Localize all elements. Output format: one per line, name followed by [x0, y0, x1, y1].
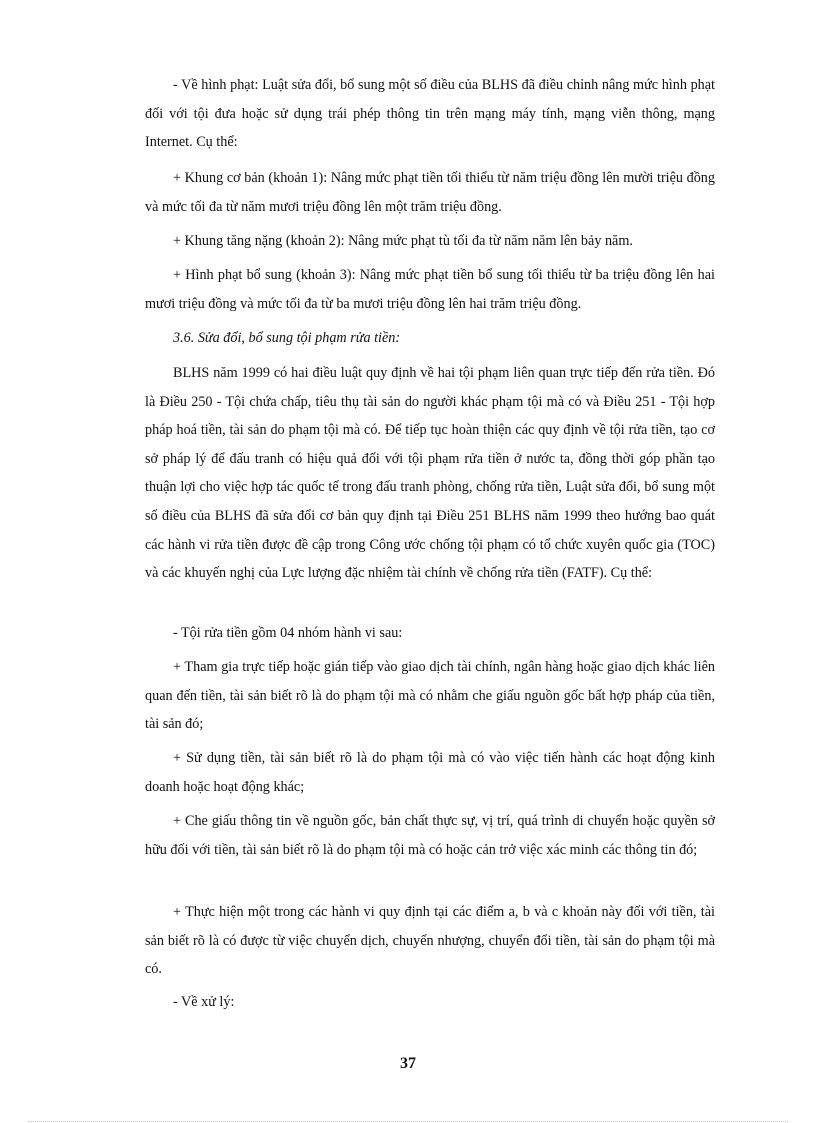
section-heading-3-6: 3.6. Sửa đổi, bổ sung tội phạm rửa tiền: — [173, 330, 401, 346]
footer-dotted-rule — [28, 1121, 788, 1122]
paragraph-additional-penalty: + Hình phạt bổ sung (khoản 3): Nâng mức phạt tiền bổ sung tối thiểu từ ba triệu đồng lên hai mươi triệu đồng và mức tối đa từ ba mươi triệu đồng lên hai trăm triệu đồng. — [145, 267, 715, 312]
paragraph-group-4: + Thực hiện một trong các hành vi quy định tại các điểm a, b và c khoản này đối với tiền, tài sản biết rõ là có được từ việc chuyển dịch, chuyển nhượng, chuyển đổi tiền, tài sản do phạm tội mà có. — [145, 904, 715, 978]
paragraph-group-3: + Che giấu thông tin về nguồn gốc, bản chất thực sự, vị trí, quá trình di chuyển hoặc quyền sở hữu đối với tiền, tài sản biết rõ là do phạm tội mà có hoặc cản trở việc xác minh các thông tin đó; — [145, 813, 715, 858]
page-number: 37 — [400, 1055, 416, 1072]
paragraph-group-2: + Sử dụng tiền, tài sản biết rõ là do phạm tội mà có vào việc tiến hành các hoạt động kinh doanh hoặc hoạt động khác; — [145, 750, 715, 795]
paragraph-basic-frame: + Khung cơ bản (khoản 1): Nâng mức phạt tiền tối thiểu từ năm triệu đồng lên mười triệu đồng và mức tối đa từ năm mươi triệu đồng lên một trăm triệu đồng. — [145, 170, 715, 215]
paragraph-aggravated-frame: + Khung tăng nặng (khoản 2): Nâng mức phạt tù tối đa từ năm năm lên bảy năm. — [173, 233, 633, 249]
paragraph-handling: - Về xử lý: — [173, 994, 235, 1010]
paragraph-money-laundering-groups: - Tội rửa tiền gồm 04 nhóm hành vi sau: — [173, 625, 403, 641]
paragraph-penalty-intro: - Về hình phạt: Luật sửa đổi, bổ sung một số điều của BLHS đã điều chỉnh nâng mức hình phạt đối với tội đưa hoặc sử dụng trái phép thông tin trên mạng máy tính, mạng viễn thông, mạng Internet. Cụ thể: — [145, 77, 715, 151]
paragraph-blhs-1999: BLHS năm 1999 có hai điều luật quy định về hai tội phạm liên quan trực tiếp đến rửa tiền. Đó là Điều 250 - Tội chứa chấp, tiêu thụ tài sản do người khác phạm tội mà có và Điều 251 - Tội hợp pháp hoá tiền, tài sản do phạm tội mà có. Để tiếp tục hoàn thiện các quy định về tội rửa tiền, tạo cơ sở pháp lý để đấu tranh có hiệu quả đối với tội phạm rửa tiền ở nước ta, đồng thời góp phần tạo thuận lợi cho việc hợp tác quốc tế trong đấu tranh phòng, chống rửa tiền, Luật sửa đổi, bổ sung một số điều của BLHS đã sửa đổi cơ bản quy định tại Điều 251 BLHS năm 1999 theo hướng bao quát các hành vi rửa tiền được đề cập trong Công ước chống tội phạm có tổ chức xuyên quốc gia (TOC) và các khuyến nghị của Lực lượng đặc nhiệm tài chính về chống rửa tiền (FATF). Cụ thể: — [145, 365, 715, 582]
paragraph-group-1: + Tham gia trực tiếp hoặc gián tiếp vào giao dịch tài chính, ngân hàng hoặc giao dịch khác liên quan đến tiền, tài sản biết rõ là do phạm tội mà có nhằm che giấu nguồn gốc bất hợp pháp của tiền, tài sản đó; — [145, 659, 715, 733]
